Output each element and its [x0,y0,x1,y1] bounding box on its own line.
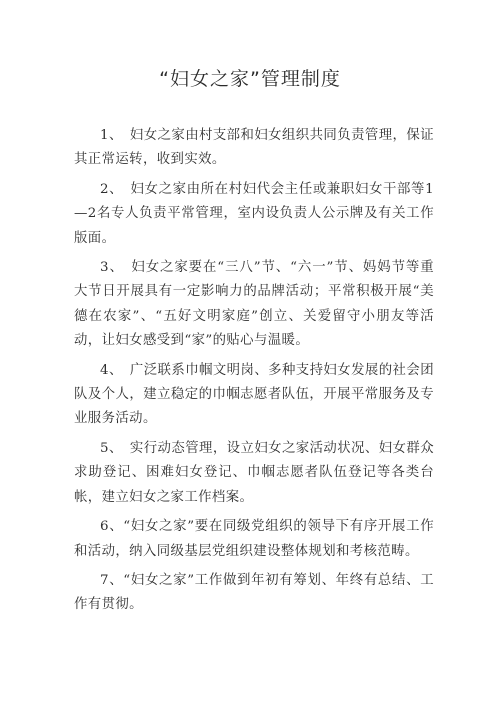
rule-paragraph-7: 7、“妇女之家”工作做到年初有筹划、年终有总结、工作有贯彻。 [74,572,434,613]
rule-paragraph-6: 6、“妇女之家”要在同级党组织的领导下有序开展工作和活动，纳入同级基层党组织建设整体规划和考核范畴。 [74,519,434,559]
rule-paragraph-3: 3、 妇女之家要在“三八”节、“六一”节、妈妈节等重大节日开展具有一定影响力的品牌活动；平常积极开展“美德在农家”、“五好文明家庭”创立、关爱留守小朋友等活动，让妇女感受到“家”的贴心与温暖。 [74,260,434,349]
rule-paragraph-5: 5、 实行动态管理，设立妇女之家活动状况、妇女群众求助登记、困难妇女登记、巾帼志愿者队伍登记等各类台帐，建立妇女之家工作档案。 [74,440,434,505]
rule-paragraph-4: 4、 广泛联系巾帼文明岗、多种支持妇女发展的社会团队及个人，建立稳定的巾帼志愿者队伍，开展平常服务及专业服务活动。 [74,362,434,427]
rule-paragraph-2: 2、 妇女之家由所在村妇代会主任或兼职妇女干部等1—2名专人负责平常管理，室内设负责人公示牌及有关工作版面。 [74,181,434,246]
document-title: “妇女之家”管理制度 [159,68,341,90]
document-body [74,124,434,623]
rule-paragraph-1: 1、 妇女之家由村支部和妇女组织共同负责管理，保证其正常运转，收到实效。 [74,128,434,168]
